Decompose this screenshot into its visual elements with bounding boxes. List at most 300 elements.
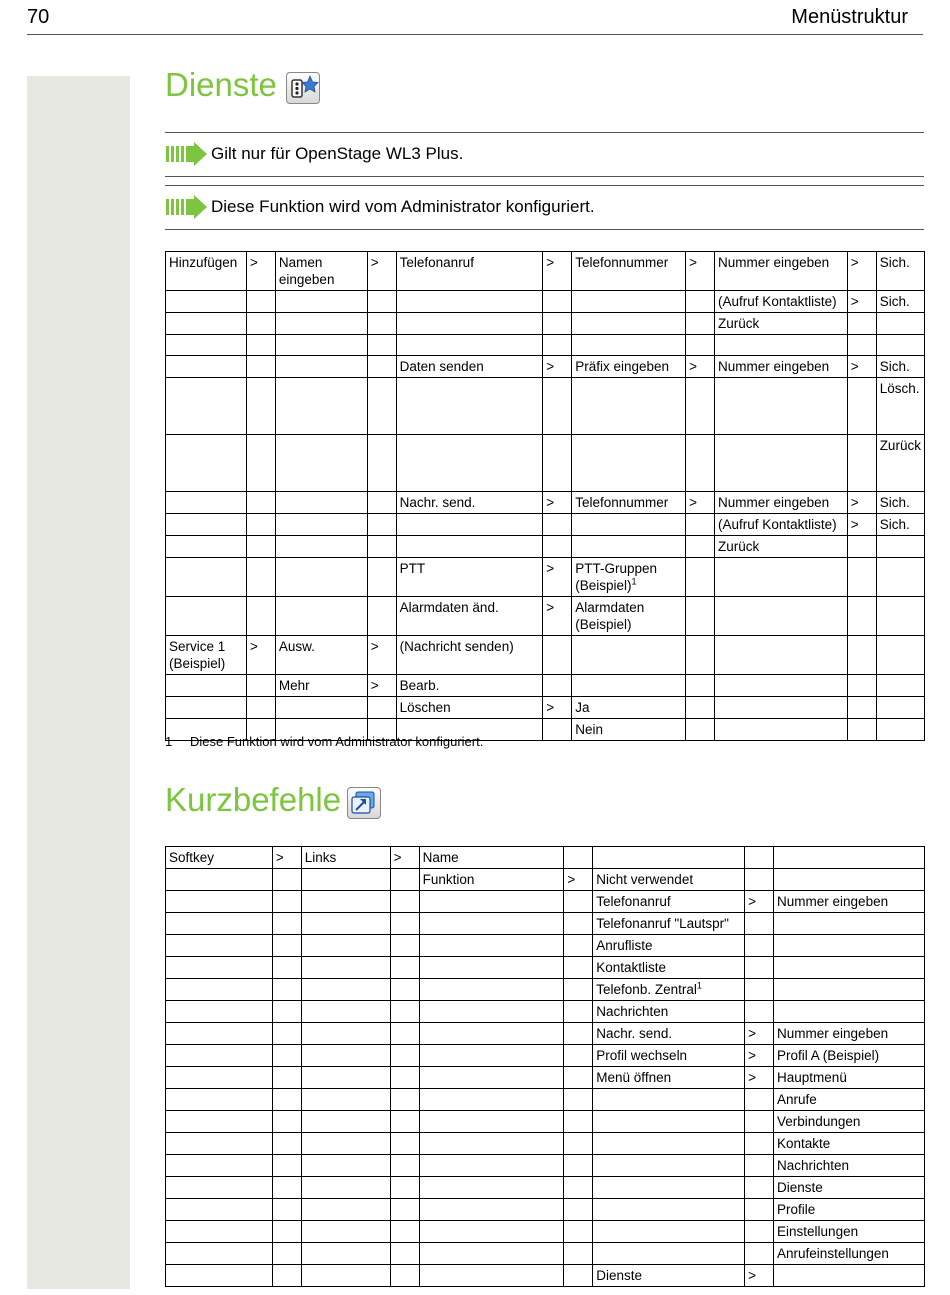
table-cell (774, 1177, 925, 1199)
footnote-text: Diese Funktion wird vom Administrator konfiguriert. (190, 734, 484, 749)
footnote-mark: 1 (631, 576, 637, 587)
table-cell (745, 1023, 774, 1045)
table-row (166, 1023, 925, 1045)
table-cell (745, 1111, 774, 1133)
table-cell (166, 913, 273, 935)
table-cell (593, 1243, 745, 1265)
table-cell (419, 1199, 564, 1221)
cell-text: > (689, 255, 698, 270)
kurzbefehle-title: Kurzbefehle (165, 781, 342, 818)
cell-text: Service 1 (Beispiel) (169, 639, 226, 671)
table-cell (715, 356, 848, 378)
table-cell (166, 558, 247, 597)
table-cell (396, 558, 543, 597)
side-bar (27, 76, 130, 1289)
table-cell (686, 291, 715, 313)
table-cell (564, 1089, 593, 1111)
table-cell (572, 636, 686, 675)
table-cell (367, 697, 396, 719)
table-cell (301, 935, 390, 957)
table-cell (745, 1133, 774, 1155)
table-cell (166, 979, 273, 1001)
table-cell (419, 1023, 564, 1045)
table-cell (686, 356, 715, 378)
cell-text: Telefonanruf "Lautspr" (596, 916, 729, 931)
table-cell (715, 378, 848, 435)
table-cell (390, 957, 419, 979)
table-cell (876, 597, 924, 636)
table-cell (275, 378, 367, 435)
table-cell (774, 847, 925, 869)
table-cell (593, 1177, 745, 1199)
table-cell (564, 1243, 593, 1265)
table-cell (396, 514, 543, 536)
table-cell (564, 1265, 593, 1287)
table-cell (367, 335, 396, 356)
table-cell (715, 536, 848, 558)
table-row (166, 1199, 925, 1221)
cell-text: PTT-Gruppen (Beispiel) (575, 561, 657, 593)
table-cell (564, 1155, 593, 1177)
cell-text: Namen eingeben (278, 255, 335, 287)
cell-text: Sich. (879, 359, 910, 374)
table-cell (686, 313, 715, 335)
table-cell (246, 435, 275, 492)
table-cell (572, 514, 686, 536)
cell-text: > (370, 255, 379, 270)
table-cell (367, 313, 396, 335)
table-cell (876, 558, 924, 597)
table-cell (419, 1221, 564, 1243)
table-cell (774, 1089, 925, 1111)
cell-text: > (546, 600, 555, 615)
table-cell (166, 1199, 273, 1221)
cell-text: Nummer eingeben (718, 255, 830, 270)
table-cell (166, 356, 247, 378)
table-cell (543, 514, 572, 536)
table-cell (396, 636, 543, 675)
table-cell (246, 291, 275, 313)
table-cell (166, 435, 247, 492)
table-cell (686, 636, 715, 675)
table-cell (876, 675, 924, 697)
table-cell (419, 1265, 564, 1287)
table-cell (774, 1133, 925, 1155)
table-row (166, 675, 925, 697)
table-cell (745, 847, 774, 869)
table-cell (275, 435, 367, 492)
table-row (166, 558, 925, 597)
table-cell (246, 536, 275, 558)
table-cell (396, 313, 543, 335)
header-rule (27, 34, 923, 35)
table-cell (275, 356, 367, 378)
table-row (166, 957, 925, 979)
table-cell (419, 1001, 564, 1023)
table-row (166, 378, 925, 435)
table-row (166, 514, 925, 536)
cell-text: Präfix eingeben (575, 359, 670, 374)
table-cell (715, 697, 848, 719)
dienste-menu-table (165, 251, 925, 741)
table-cell (275, 335, 367, 356)
cell-text: > (850, 255, 859, 270)
table-cell (301, 1155, 390, 1177)
table-cell (166, 636, 247, 675)
cell-text: Links (304, 850, 337, 865)
cell-text: Einstellungen (777, 1224, 859, 1239)
table-cell (396, 435, 543, 492)
table-row (166, 252, 925, 291)
table-cell (166, 1023, 273, 1045)
table-cell (272, 1221, 301, 1243)
table-cell (564, 913, 593, 935)
table-cell (272, 1023, 301, 1045)
cell-text: Ja (575, 700, 590, 715)
table-cell (166, 935, 273, 957)
table-cell (272, 869, 301, 891)
table-cell (301, 1045, 390, 1067)
table-cell (593, 1023, 745, 1045)
table-cell (275, 636, 367, 675)
cell-text: Profil A (Beispiel) (777, 1048, 880, 1063)
table-cell (166, 1111, 273, 1133)
table-row (166, 1155, 925, 1177)
table-cell (564, 1111, 593, 1133)
cell-text: > (249, 639, 258, 654)
table-cell (686, 492, 715, 514)
table-cell (745, 957, 774, 979)
table-row (166, 1133, 925, 1155)
table-cell (543, 335, 572, 356)
cell-text: Nachr. send. (596, 1026, 673, 1041)
table-cell (272, 957, 301, 979)
table-cell (572, 252, 686, 291)
table-cell (543, 252, 572, 291)
cell-text: (Nachricht senden) (399, 639, 514, 654)
table-cell (166, 335, 247, 356)
table-cell (272, 1155, 301, 1177)
cell-text: > (748, 894, 756, 909)
table-cell (564, 979, 593, 1001)
table-cell (774, 957, 925, 979)
table-cell (275, 492, 367, 514)
table-row (166, 313, 925, 335)
cell-text: > (546, 561, 555, 576)
table-cell (686, 719, 715, 741)
table-cell (572, 435, 686, 492)
table-cell (774, 869, 925, 891)
cell-text: > (850, 495, 859, 510)
table-cell (272, 891, 301, 913)
table-cell (847, 514, 876, 536)
table-cell (745, 1177, 774, 1199)
table-cell (272, 1133, 301, 1155)
table-cell (272, 1265, 301, 1287)
table-cell (272, 979, 301, 1001)
cell-text: Sich. (879, 255, 910, 270)
cell-text: > (546, 495, 555, 510)
table-cell (572, 378, 686, 435)
table-cell (166, 378, 247, 435)
cell-text: Zurück (718, 539, 760, 554)
cell-text: Kontaktliste (596, 960, 667, 975)
table-cell (564, 847, 593, 869)
table-cell (572, 313, 686, 335)
table-cell (774, 913, 925, 935)
table-cell (564, 869, 593, 891)
table-cell (390, 1045, 419, 1067)
table-cell (745, 979, 774, 1001)
table-row (166, 335, 925, 356)
table-cell (564, 891, 593, 913)
table-cell (593, 1067, 745, 1089)
table-cell (715, 636, 848, 675)
cell-text: Profil wechseln (596, 1048, 688, 1063)
table-row (166, 492, 925, 514)
table-cell (301, 913, 390, 935)
cell-text: Softkey (169, 850, 215, 865)
table-cell (272, 1199, 301, 1221)
table-cell (272, 935, 301, 957)
table-cell (166, 514, 247, 536)
cell-text: Verbindungen (777, 1114, 861, 1129)
table-cell (876, 378, 924, 435)
table-cell (166, 1243, 273, 1265)
cell-text: Ausw. (278, 639, 315, 654)
cell-text: Telefonanruf (596, 894, 671, 909)
table-cell (246, 252, 275, 291)
table-cell (876, 536, 924, 558)
table-row (166, 1265, 925, 1287)
cell-text: Daten senden (399, 359, 484, 374)
table-cell (715, 291, 848, 313)
table-cell (543, 597, 572, 636)
cell-text: > (546, 359, 555, 374)
table-cell (166, 492, 247, 514)
cell-text: Bearb. (399, 678, 440, 693)
cell-text: Nummer eingeben (777, 1026, 889, 1041)
cell-text: Nein (575, 722, 603, 737)
table-cell (543, 378, 572, 435)
cell-text: > (689, 359, 698, 374)
table-cell (686, 697, 715, 719)
table-row (166, 1177, 925, 1199)
table-cell (715, 252, 848, 291)
table-cell (367, 558, 396, 597)
table-cell (396, 252, 543, 291)
table-cell (166, 1155, 273, 1177)
table-cell (774, 891, 925, 913)
footnote-number: 1 (165, 734, 173, 749)
table-cell (686, 435, 715, 492)
cell-text: Telefonnummer (575, 495, 669, 510)
table-cell (166, 957, 273, 979)
table-cell (543, 558, 572, 597)
table-cell (275, 291, 367, 313)
table-cell (745, 891, 774, 913)
cell-text: Hinzufügen (169, 255, 238, 270)
table-cell (774, 1023, 925, 1045)
table-cell (396, 492, 543, 514)
table-cell (166, 697, 247, 719)
table-cell (390, 891, 419, 913)
cell-text: Menü öffnen (596, 1070, 672, 1085)
table-row (166, 891, 925, 913)
table-cell (367, 435, 396, 492)
table-cell (564, 935, 593, 957)
table-cell (745, 1001, 774, 1023)
table-cell (745, 935, 774, 957)
table-cell (367, 378, 396, 435)
table-cell (686, 252, 715, 291)
cell-text: > (393, 850, 402, 865)
table-cell (572, 675, 686, 697)
table-cell (166, 1067, 273, 1089)
cell-text: Zurück (718, 316, 760, 331)
cell-text: (Aufruf Kontaktliste) (718, 294, 837, 309)
cell-text: > (567, 872, 576, 887)
cell-text: > (850, 294, 859, 309)
table-cell (246, 335, 275, 356)
table-cell (301, 1001, 390, 1023)
cell-text: Zurück (879, 438, 921, 453)
table-cell (301, 1177, 390, 1199)
table-cell (275, 558, 367, 597)
table-cell (593, 1089, 745, 1111)
table-cell (774, 935, 925, 957)
table-cell (301, 1243, 390, 1265)
table-cell (745, 913, 774, 935)
table-cell (876, 636, 924, 675)
services-star-icon (286, 72, 320, 104)
table-cell (847, 356, 876, 378)
page-number: 70 (27, 6, 50, 28)
table-cell (572, 558, 686, 597)
table-cell (774, 1221, 925, 1243)
table-cell (390, 979, 419, 1001)
table-row (166, 356, 925, 378)
cell-text: Nachrichten (596, 1004, 669, 1019)
table-cell (593, 1045, 745, 1067)
cell-text: > (546, 700, 555, 715)
table-cell (301, 1199, 390, 1221)
table-cell (686, 335, 715, 356)
footnote (165, 734, 483, 749)
table-cell (419, 979, 564, 1001)
table-cell (367, 675, 396, 697)
table-cell (419, 935, 564, 957)
table-cell (301, 1133, 390, 1155)
table-cell (419, 1045, 564, 1067)
table-cell (847, 558, 876, 597)
cell-text: Telefonanruf (399, 255, 474, 270)
table-cell (572, 597, 686, 636)
table-cell (686, 558, 715, 597)
table-cell (564, 1001, 593, 1023)
table-cell (367, 514, 396, 536)
table-cell (593, 847, 745, 869)
table-cell (246, 313, 275, 335)
table-cell (246, 597, 275, 636)
table-cell (166, 1265, 273, 1287)
table-cell (543, 636, 572, 675)
table-cell (275, 697, 367, 719)
table-cell (390, 1155, 419, 1177)
table-cell (593, 869, 745, 891)
table-cell (275, 313, 367, 335)
table-cell (847, 697, 876, 719)
table-cell (272, 1243, 301, 1265)
table-cell (686, 378, 715, 435)
note-wl3-plus (165, 132, 924, 177)
table-cell (593, 913, 745, 935)
table-cell (847, 597, 876, 636)
cell-text: Dienste (777, 1180, 823, 1195)
table-cell (275, 514, 367, 536)
table-cell (419, 1243, 564, 1265)
table-cell (774, 1155, 925, 1177)
table-cell (745, 1221, 774, 1243)
table-cell (166, 291, 247, 313)
table-cell (275, 536, 367, 558)
cell-text: Profile (777, 1202, 816, 1217)
table-cell (367, 291, 396, 313)
table-cell (246, 675, 275, 697)
table-cell (543, 356, 572, 378)
table-cell (419, 913, 564, 935)
table-cell (847, 719, 876, 741)
table-cell (367, 492, 396, 514)
table-cell (876, 335, 924, 356)
table-cell (272, 913, 301, 935)
table-cell (593, 1133, 745, 1155)
table-cell (564, 1177, 593, 1199)
shortcut-arrow-icon (347, 787, 381, 819)
table-cell (419, 1067, 564, 1089)
table-cell (745, 1045, 774, 1067)
cell-text: > (689, 495, 698, 510)
table-cell (593, 1221, 745, 1243)
table-cell (564, 1221, 593, 1243)
table-cell (847, 536, 876, 558)
table-cell (543, 492, 572, 514)
cell-text: Lösch. (879, 381, 920, 396)
cell-text: Anrufliste (596, 938, 653, 953)
table-cell (396, 536, 543, 558)
table-cell (396, 597, 543, 636)
table-cell (543, 313, 572, 335)
note-arrow-icon (166, 195, 208, 219)
table-cell (396, 356, 543, 378)
table-cell (745, 1155, 774, 1177)
cell-text: Löschen (399, 700, 451, 715)
table-cell (367, 597, 396, 636)
table-cell (593, 1001, 745, 1023)
table-cell (390, 913, 419, 935)
table-cell (774, 1001, 925, 1023)
cell-text: > (249, 255, 258, 270)
table-cell (419, 1111, 564, 1133)
table-cell (593, 1265, 745, 1287)
table-row (166, 935, 925, 957)
table-cell (847, 313, 876, 335)
cell-text: Alarmdaten (Beispiel) (575, 600, 645, 632)
table-cell (390, 1265, 419, 1287)
cell-text: Sich. (879, 495, 910, 510)
cell-text: Name (422, 850, 459, 865)
cell-text: Telefonnummer (575, 255, 669, 270)
